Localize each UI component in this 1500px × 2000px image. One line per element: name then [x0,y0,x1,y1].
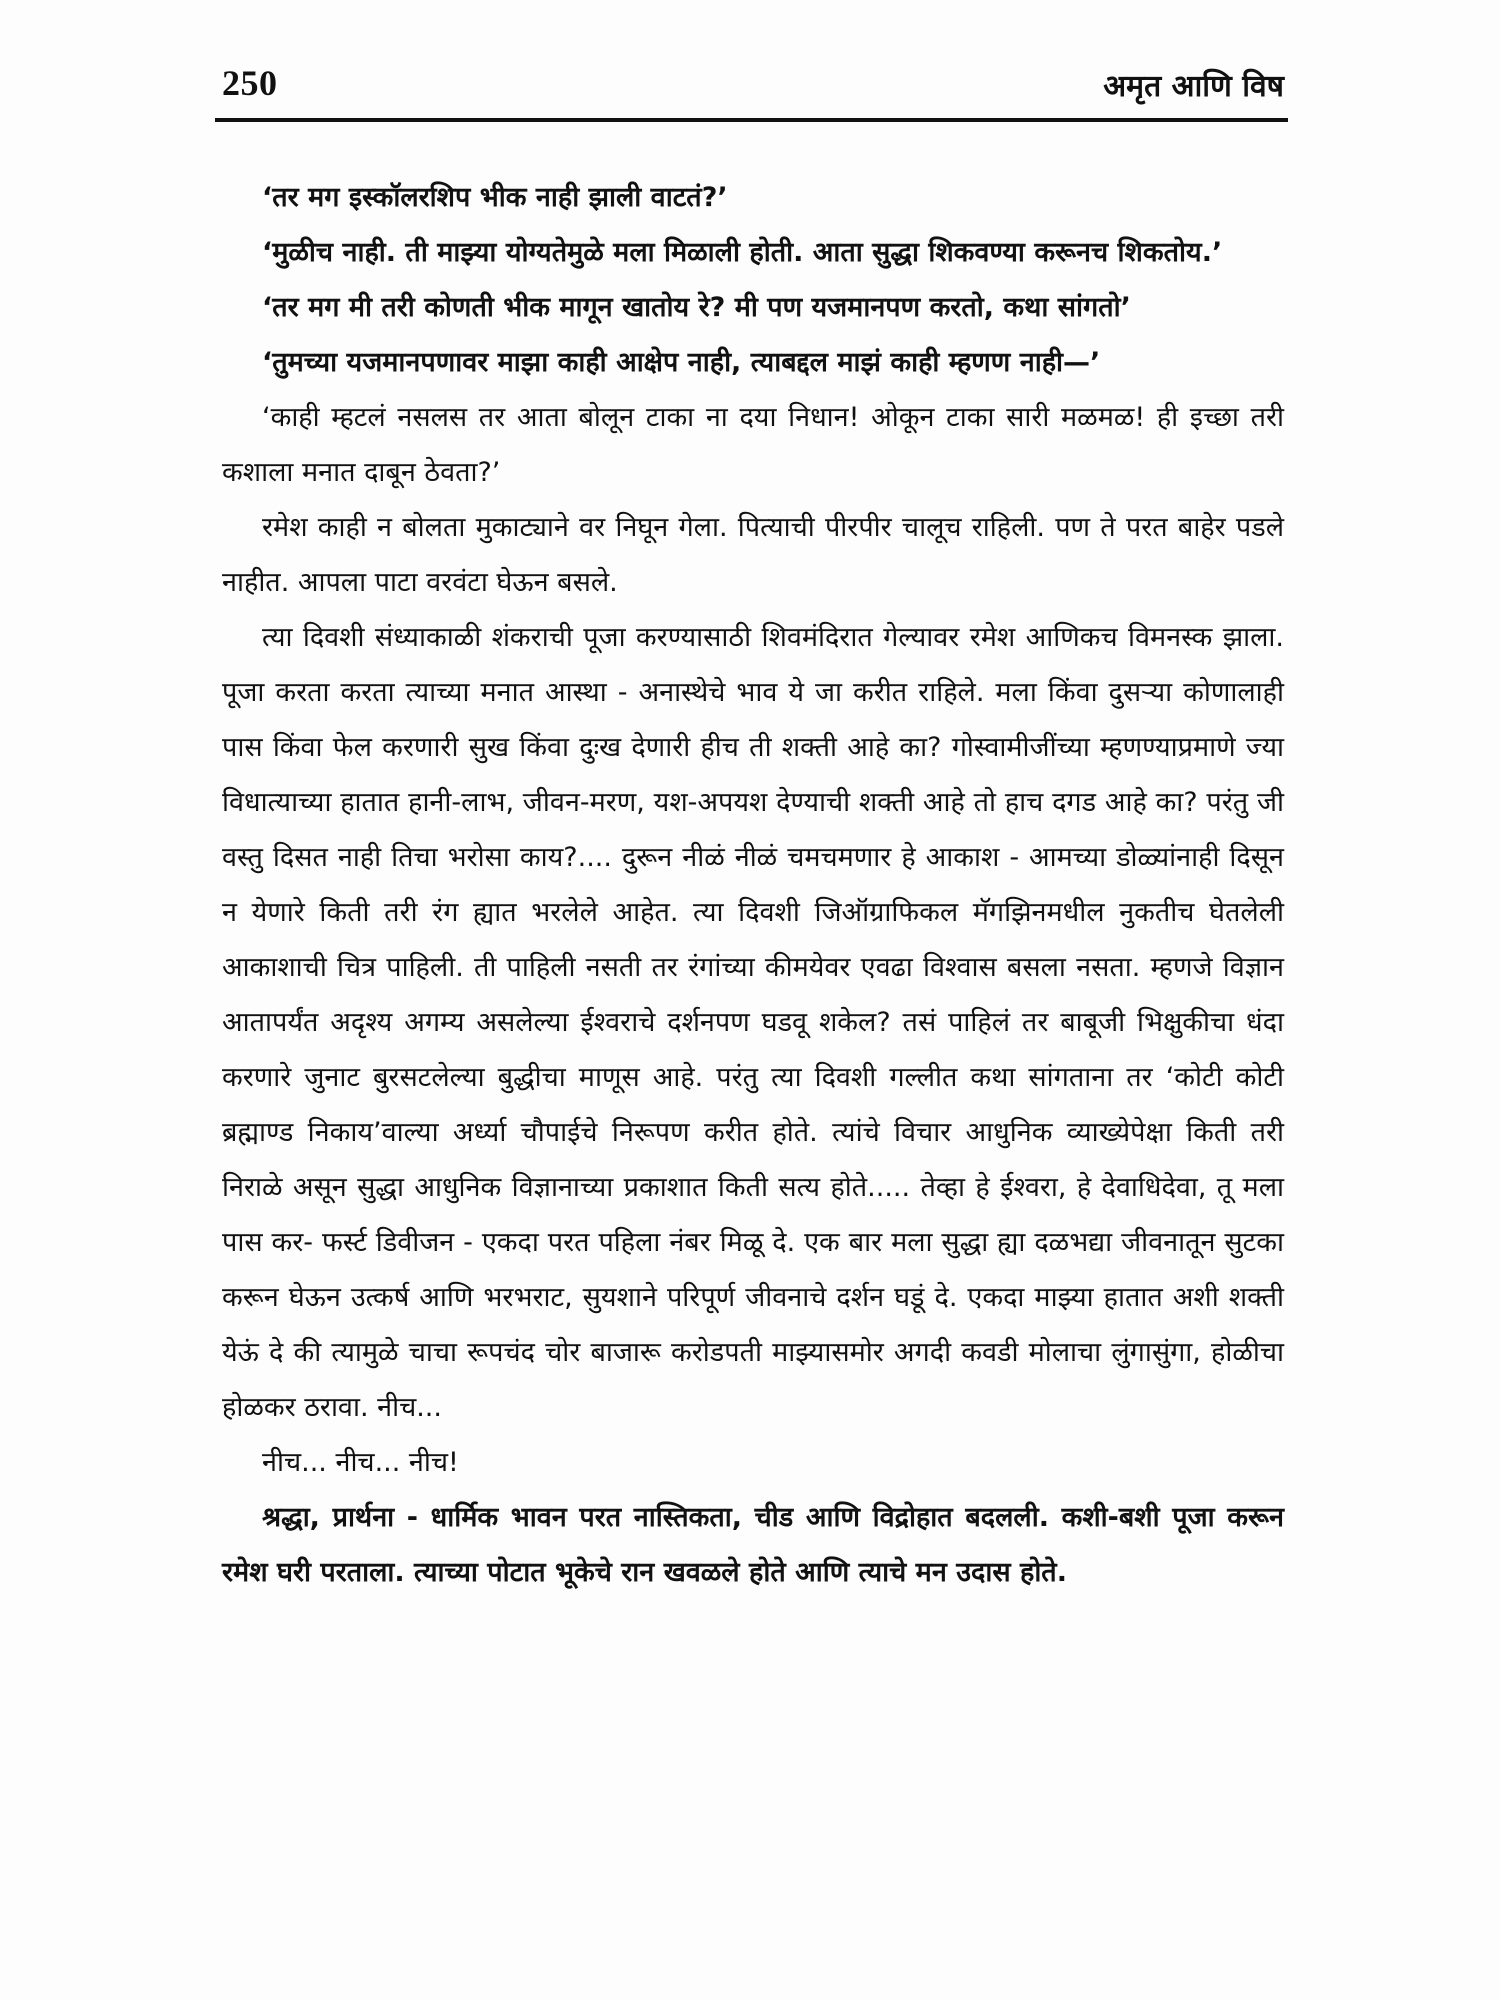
paragraph: ‘तुमच्या यजमानपणावर माझा काही आक्षेप नाही, त्याबद्दल माझं काही म्हणण नाही—’ [262,347,1101,378]
paragraph: श्रद्धा, प्रार्थना - धार्मिक भावन परत नास्तिकता, चीड आणि विद्रोहात बदलली. कशी-बशी पूजा करून रमेश घरी परताला. त्याच्या पोटात भूकेचे रान खवळले होते आणि त्याचे मन उदास होते. [222,1502,1284,1588]
paragraph: नीच... नीच... नीच! [262,1447,459,1478]
paragraph: रमेश काही न बोलता मुकाट्याने वर निघून गेला. पित्याची पीरपीर चालूच राहिली. पण ते परत बाहेर पडले नाहीत. आपला पाटा वरवंटा घेऊन बसले. [222,512,1284,598]
paragraph: ‘तर मग इस्कॉलरशिप भीक नाही झाली वाटतं?’ [262,182,728,213]
paragraph: ‘तर मग मी तरी कोणती भीक मागून खातोय रे? मी पण यजमानपण करतो, कथा सांगतो’ [262,292,1131,323]
page-number: 250 [222,63,278,103]
running-title: अमृत आणि विष [1103,69,1284,104]
header-rule [215,118,1288,122]
paragraph: ‘काही म्हटलं नसलस तर आता बोलून टाका ना दया निधान! ओकून टाका सारी मळमळ! ही इच्छा तरी कशाला मनात दाबून ठेवता?’ [222,402,1284,488]
paragraph: ‘मुळीच नाही. ती माझ्या योग्यतेमुळे मला मिळाली होती. आता सुद्धा शिकवण्या करूनच शिकतोय.’ [262,237,1223,268]
page-header [222,62,1284,118]
page-body [222,170,1284,1600]
paragraph: त्या दिवशी संध्याकाळी शंकराची पूजा करण्यासाठी शिवमंदिरात गेल्यावर रमेश आणिकच विमनस्क झाला. पूजा करता करता त्याच्या मनात आस्था - अनास्थेचे भाव ये जा करीत राहिले. मला किंवा दुसऱ्या कोणालाही पास किंवा फेल करणारी सुख किंवा दुःख देणारी हीच ती शक्ती आहे का? गोस्वामीजींच्या म्हणण्याप्रमाणे ज्या विधात्याच्या हातात हानी-लाभ, जीवन-मरण, यश-अपयश देण्याची शक्ती आहे तो हाच दगड आहे का? परंतु जी वस्तु दिसत नाही तिचा भरोसा काय?.... दुरून नीळं नीळं चमचमणार हे आकाश - आमच्या डोळ्यांनाही दिसून न येणारे किती तरी रंग ह्यात भरलेले आहेत. त्या दिवशी जिऑग्राफिकल मॅगझिनमधील नुकतीच घेतलेली आकाशाची चित्र पाहिली. ती पाहिली नसती तर रंगांच्या कीमयेवर एवढा विश्वास बसला नसता. म्हणजे विज्ञान आतापर्यंत अदृश्य अगम्य असलेल्या ईश्वराचे दर्शनपण घडवू शकेल? तसं पाहिलं तर बाबूजी भिक्षुकीचा धंदा करणारे जुनाट बुरसटलेल्या बुद्धीचा माणूस आहे. परंतु त्या दिवशी गल्लीत कथा सांगताना तर ‘कोटी कोटी ब्रह्माण्ड निकाय’वाल्या अर्ध्या चौपाईचे निरूपण करीत होते. त्यांचे विचार आधुनिक व्याख्येपेक्षा किती तरी निराळे असून सुद्धा आधुनिक विज्ञानाच्या प्रकाशात किती सत्य होते..... तेव्हा हे ईश्वरा, हे देवाधिदेवा, तू मला पास कर- फर्स्ट डिवीजन - एकदा परत पहिला नंबर मिळू दे. एक बार मला सुद्धा ह्या दळभद्या जीवनातून सुटका करून घेऊन उत्कर्ष आणि भरभराट, सुयशाने परिपूर्ण जीवनाचे दर्शन घडूं दे. एकदा माझ्या हातात अशी शक्ती येऊं दे की त्यामुळे चाचा रूपचंद चोर बाजारू करोडपती माझ्यासमोर अगदी कवडी मोलाचा लुंगासुंगा, होळीचा होळकर ठरावा. नीच... [222,622,1284,1423]
